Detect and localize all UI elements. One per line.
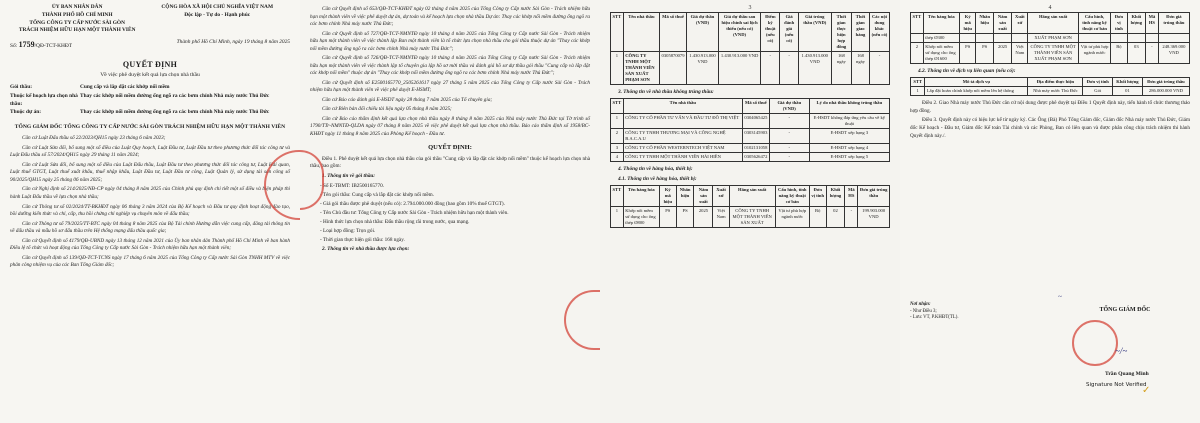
basis-paragraph: Căn cứ Luật Sửa đổi, bổ sung một số điều của Luật Quy hoạch, Luật Đầu tư, Luật Đầu tư theo phương thức đối tác công tư và Luật Đấu thầu số 57/2024/QH15 ngày 29 tháng 11 năm 2024; [10, 144, 290, 159]
doc-title: QUYẾT ĐỊNH [122, 60, 178, 70]
losing-bidders-table [610, 98, 890, 162]
basis-paragraph: Căn cứ Nghị định số 214/2025/NĐ-CP ngày 04 tháng 8 năm 2025 của Chính phủ quy định chi tiết một số điều và biện pháp thi hành Luật Đấu thầu về lựa chọn nhà thầu; [10, 186, 290, 200]
table-header-row: STT Tên hàng hóa Ký mã hiệu Nhãn hiệu Năm sản xuất Xuất xứ Hãng sản xuất Cấu hình, tính năng kỹ thuật cơ bản Đơn vị tính Khối lượng Mã HS Đơn giá trúng thầu [911, 13, 1190, 34]
page-3 [600, 0, 900, 423]
basis-paragraph: Căn cứ Quyết định số 4179/QĐ-UBND ngày 13 tháng 12 năm 2021 của Ủy ban nhân dân Thành phố Hồ Chí Minh về ban hành Điều lệ tổ chức và hoạt động của Tổng Công ty Cấp nước Sài Gòn - Trách nhiệm hữu hạn một thành viên; [10, 237, 290, 252]
table-header-row: STT Tên nhà thầu Mã số thuế Giá dự thầu (VND) Lý do nhà thầu không trúng thầu [611, 99, 890, 114]
table-row: 1 CÔNG TY CỔ PHẦN TƯ VẤN VÀ ĐẦU TƯ ĐÔ THỊ VIỆT 0304065425 - E-HSDT không đáp ứng yêu cầu về kỹ thuật [611, 114, 890, 129]
signer-name: Trần Quang Minh [1105, 371, 1149, 377]
authority-heading: TỔNG GIÁM ĐỐC TỔNG CÔNG TY CẤP NƯỚC SÀI GÒN TRÁCH NHIỆM HỮU HẠN MỘT THÀNH VIÊN [14, 124, 286, 131]
basis-paragraph: Căn cứ Luật Đấu thầu số 22/2023/QH15 ngày 23 tháng 6 năm 2023; [22, 135, 166, 142]
table-row: 1 Lắp đặt hoàn chỉnh khớp nối mềm lên hệ thống Nhà máy nước Thủ Đức Gói 01 286.000.000 VND [911, 87, 1190, 96]
table-row: 4 CÔNG TY TNHH MỘT THÀNH VIÊN HẢI HIỀN 0305626472 - E-HSDT xếp hạng 5 [611, 153, 890, 162]
signature-status: Signature Not Verified ✓ [1086, 382, 1147, 390]
article-3: Điều 3. Quyết định này có hiệu lực kể từ ngày ký. Các Ông (Bà) Phó Tổng Giám đốc, Giám đốc Nhà máy nước Thủ Đức, Giám đốc Kế hoạch - Đầu tư, Giám đốc Kế toán Tài chính và các Phòng, Ban có liên quan và được phân công chịu trách nhiệm thi hành Quyết định này./. [910, 117, 1190, 139]
table-header-row: STT Tên nhà thầu Mã số thuế Giá dự thầu (VND) Giá dự thầu sau hiệu chỉnh sai lệch thiếu (nếu có) (VND) Điểm kỹ thuật (nếu có) Giá đánh giá (nếu có) Giá trúng thầu (VND) Thời gian thực hiện hợp đồng Thời gian giao hàng Các nội dung khác (nếu có) [611, 13, 890, 52]
basis-paragraph: Căn cứ Quyết định số 139/QĐ-TCT-TCNS ngày 17 tháng 6 năm 2025 của Tổng Công ty Cấp nước Sài Gòn TNHH MTV về việc phân công nhiệm vụ của các Ban Tổng Giám đốc; [10, 254, 290, 269]
goods-table [610, 185, 890, 228]
table-header-row: STT Tên hàng hóa Ký mã hiệu Nhãn hiệu Năm sản xuất Xuất xứ Hãng sản xuất Cấu hình, tính năng kỹ thuật cơ bản Đơn vị tính Khối lượng Mã HS Đơn giá trúng thầu [611, 186, 890, 207]
doc-date: Thành phố Hồ Chí Minh, ngày 19 tháng 8 năm 2025 [176, 39, 290, 46]
services-table [910, 77, 1190, 96]
national-motto: CỘNG HÒA XÃ HỘI CHỦ NGHĨA VIỆT NAM Độc lập - Tự do - Hạnh phúc [161, 4, 274, 18]
basis-paragraph: Căn cứ Luật Sửa đổi, bổ sung một số điều của Luật Đấu thầu, Luật Đầu tư theo phương thức đối tác công tư, Luật Hải quan, Luật thuế GTGT, Luật thuế xuất khẩu, thuế nhập khẩu, Luật Đầu tư, Luật Đầu tư công, Luật Quản lý, sử dụng tài sản công số 90/2025/QH15 ngày 25 tháng 06 năm 2025; [10, 161, 290, 183]
article-1-sub: 1. Thông tin về gói thầu: [322, 172, 376, 179]
table-row: 1 Khớp nối mềm sử dụng cho ống thép Ø800 PS PS 2025 Việt Nam CÔNG TY TNHH MỘT THÀNH VIÊN SẢN XUẤT Vật tư phù hợp ngành nước Bộ 02 - 199.903.000 VND [611, 207, 890, 228]
basis-paragraph: Căn cứ Quyết định số 653/QĐ-TCT-KHĐT ngày 02 tháng 4 năm 2025 của Tổng Công ty Cấp nước Sài Gòn - Trách nhiệm hữu hạn một thành viên về việc phê duyệt dự án, dự toán và kế hoạch lựa chọn nhà thầu Dự án: Thay các khớp nối mềm đường ống ngõ ra các bơm chính Nhà máy nước Thủ Đức; [310, 6, 590, 28]
basis-paragraph: Căn cứ Quyết định số 726/QĐ-TCT-NMNTĐ ngày 10 tháng 4 năm 2025 của Tổng Công ty Cấp nước Sài Gòn - Trách nhiệm hữu hạn một thành viên về việc thành lập tổ chuyên gia lập hồ sơ mời thầu và đánh giá hồ sơ dự thầu gói thầu "Cung cấp và lắp đặt các khớp nối mềm" thuộc dự án "Thay các khớp nối mềm đường ống ngõ ra các bơm chính Nhà máy nước Thủ Đức"; [310, 55, 590, 77]
issuing-agency: ỦY BAN NHÂN DÂN THÀNH PHỐ HỒ CHÍ MINH TỔNG CÔNG TY CẤP NƯỚC SÀI GÒN TRÁCH NHIỆM HỮU HẠN MỘT THÀNH VIÊN [18, 4, 136, 34]
letterhead [10, 4, 290, 35]
winning-bidder-table [610, 12, 890, 85]
table-row: 2 Khớp nối mềm sử dụng cho ống thép Ø1600 PS PS 2025 Việt Nam CÔNG TY TNHH MỘT THÀNH VIÊN SẢN XUẤT PHẠM SƠN Vật tư phù hợp ngành nước Bộ 03 - 248.369.000 VND [911, 42, 1190, 63]
section-heading: 4. Thông tin về hàng hóa, thiết bị: [618, 166, 693, 173]
seal-stamp-edge [564, 290, 600, 350]
company-seal-stamp [1072, 320, 1118, 366]
section-heading: 3. Thông tin về nhà thầu không trúng thầu: [618, 88, 714, 95]
table-row: 2 CÔNG TY TNHH THƯƠNG MẠI VÀ CÔNG NGHỆ B.A.C.A.U 0303145903 - E-HSDT xếp hạng 3 [611, 129, 890, 144]
table-row: 3 CÔNG TY CỔ PHẦN WESTERNTECH VIỆT NAM 0102131058 - E-HSDT xếp hạng 4 [611, 144, 890, 153]
signature-block: TỔNG GIÁM ĐỐC [1099, 307, 1151, 313]
section-heading: 4.2. Thông tin về dịch vụ liên quan (nếu có): [918, 67, 1016, 74]
package-row: Gói thầu: Cung cấp và lắp đặt các khớp nối mềm [10, 83, 170, 90]
basis-paragraph: Căn cứ Thông tư số 02/2024/TT-BKHĐT ngày 06 tháng 3 năm 2024 của Bộ Kế hoạch và Đầu tư quy định hoạt động đào tạo, bồi dưỡng kiến thức và chỉ, cấp, thu hồi chứng chỉ nghiệp vụ chuyên môn về đấu thầu; [10, 203, 290, 218]
list-item: - Tên gói thầu: Cung cấp và lắp đặt các khớp nối mềm. [320, 191, 435, 198]
article-1: Điều 1. Phê duyệt kết quả lựa chọn nhà thầu của gói thầu "Cung cấp và lắp đặt các khớp nối mềm" thuộc kế hoạch lựa chọn nhà thầu, bao gồm: [310, 155, 590, 170]
basis-paragraph: Căn cứ Thông tư số 79/2025/TT-BTC ngày 04 tháng 8 năm 2025 của Bộ Tài chính Hướng dẫn việc cung cấp, đăng tải thông tin về đấu thầu và mẫu hồ sơ đấu thầu trên Hệ thống mạng đấu thầu quốc gia; [10, 220, 290, 235]
table-row: thép Ø300 XUẤT PHẠM SƠN [911, 33, 1190, 42]
recipients: Nơi nhận: - Như Điều 3; - Lưu: VT, P.KHĐT(TL). [910, 302, 959, 321]
goods-table-continued [910, 12, 1190, 64]
basis-paragraph: Căn cứ Quyết định số E2500165770_2505261617 ngày 27 tháng 5 năm 2025 của Tổng Công ty Cấp nước Sài Gòn - Trách nhiệm hữu hạn một thành viên về việc phê duyệt E-HSMT; [310, 79, 590, 94]
table-header-row: STT Mô tả dịch vụ Địa điểm thực hiện Đơn vị tính Khối lượng Đơn giá trúng thầu [911, 78, 1190, 87]
page-number: 3 [748, 5, 752, 11]
doc-number-row [10, 39, 290, 51]
basis-paragraph: Căn cứ Quyết định số 727/QĐ-TCT-NMNTĐ ngày 10 tháng 4 năm 2025 của Tổng Công ty Cấp nước Sài Gòn - Trách nhiệm hữu hạn một thành viên về việc thành lập Ban một thành viên là tổ chức lựa chọn nhà thầu cho gói thầu thuộc dự án "Thay các khớp nối mềm đường ống ngõ ra các bơm chính Nhà máy nước Thủ Đức"; [310, 30, 590, 52]
doc-subtitle: Về việc phê duyệt kết quả lựa chọn nhà thầu [100, 71, 200, 78]
basis-paragraph: Căn cứ Biên bản đối chiếu tài liệu ngày 05 tháng 8 năm 2025; [322, 106, 452, 113]
section-heading: 4.1. Thông tin về hàng hóa, thiết bị: [618, 175, 697, 182]
table-row: 1 CÔNG TY TNHH MỘT THÀNH VIÊN SẢN XUẤT PHẠM SƠN 0305870079 1.430.913.000 VND 1.430.913.000 VND - - 1.430.913.000 VND 168 ngày 168 ngày - [611, 51, 890, 84]
list-item: - Số E-TBMT: IB2500165770. [320, 182, 385, 189]
page-number: 4 [1048, 5, 1052, 11]
checkmark-icon: ✓ [1142, 385, 1151, 396]
doc-number: Số: 1759/QĐ-TCT-KHĐT [10, 40, 73, 50]
legal-basis [10, 135, 290, 270]
article-1-sub2: 2. Thông tin về nhà thầu được lựa chọn: [322, 246, 410, 253]
initials-mark: ~ [1058, 293, 1062, 301]
page-4 [900, 0, 1200, 423]
plan-row: Thuộc kế hoạch lựa chọn nhà thầu: Thay các khớp nối mềm đường ống ngõ ra các bơm chính Nhà máy nước Thủ Đức [10, 92, 270, 107]
basis-paragraph: Căn cứ Báo cáo đánh giá E-HSDT ngày 28 tháng 7 năm 2025 của Tổ chuyên gia; [322, 96, 493, 103]
package-info-list [310, 183, 590, 245]
decide-heading: QUYẾT ĐỊNH: [428, 143, 472, 151]
project-row: Thuộc dự án: Thay các khớp nối mềm đường ống ngõ ra các bơm chính Nhà máy nước Thủ Đức [10, 109, 270, 116]
page-2 [300, 0, 600, 423]
page-1 [0, 0, 300, 423]
list-item: - Loại hợp đồng: Trọn gói. [320, 227, 376, 234]
handwritten-signature: ~/~ [1115, 346, 1128, 356]
article-2: Điều 2. Giao Nhà máy nước Thủ Đức căn cứ nội dung được phê duyệt tại Điều 1 Quyết định này, tiến hành tổ chức thương thảo hợp đồng. [910, 100, 1190, 114]
list-item: - Tên Chủ đầu tư: Tổng Công ty Cấp nước Sài Gòn - Trách nhiệm hữu hạn một thành viên. [320, 209, 509, 216]
list-item: - Hình thức lựa chọn nhà thầu: Đấu thầu rộng rãi trong nước, qua mạng. [320, 218, 470, 225]
list-item: - Thời gian thực hiện gói thầu: 168 ngày. [320, 236, 405, 243]
list-item: - Giá gói thầu được phê duyệt (nếu có): 2.794.000.000 đồng (bao gồm 10% thuế GTGT). [320, 200, 505, 207]
basis-paragraph: Căn cứ Báo cáo thẩm định kết quả lựa chọn nhà thầu ngày 8 tháng 8 năm 2025 của Nhà máy nước Thủ Đức tại Tờ trình số 1790/TTr-NMNTĐ-QLDA ngày 07 tháng 8 năm 2025 về việc phê duyệt kết quả lựa chọn nhà thầu. Báo cáo thẩm định số 1958/BC-KHĐT ngày 11 tháng 8 năm 2025 của Phòng Kế hoạch - Đầu tư. [310, 115, 590, 137]
